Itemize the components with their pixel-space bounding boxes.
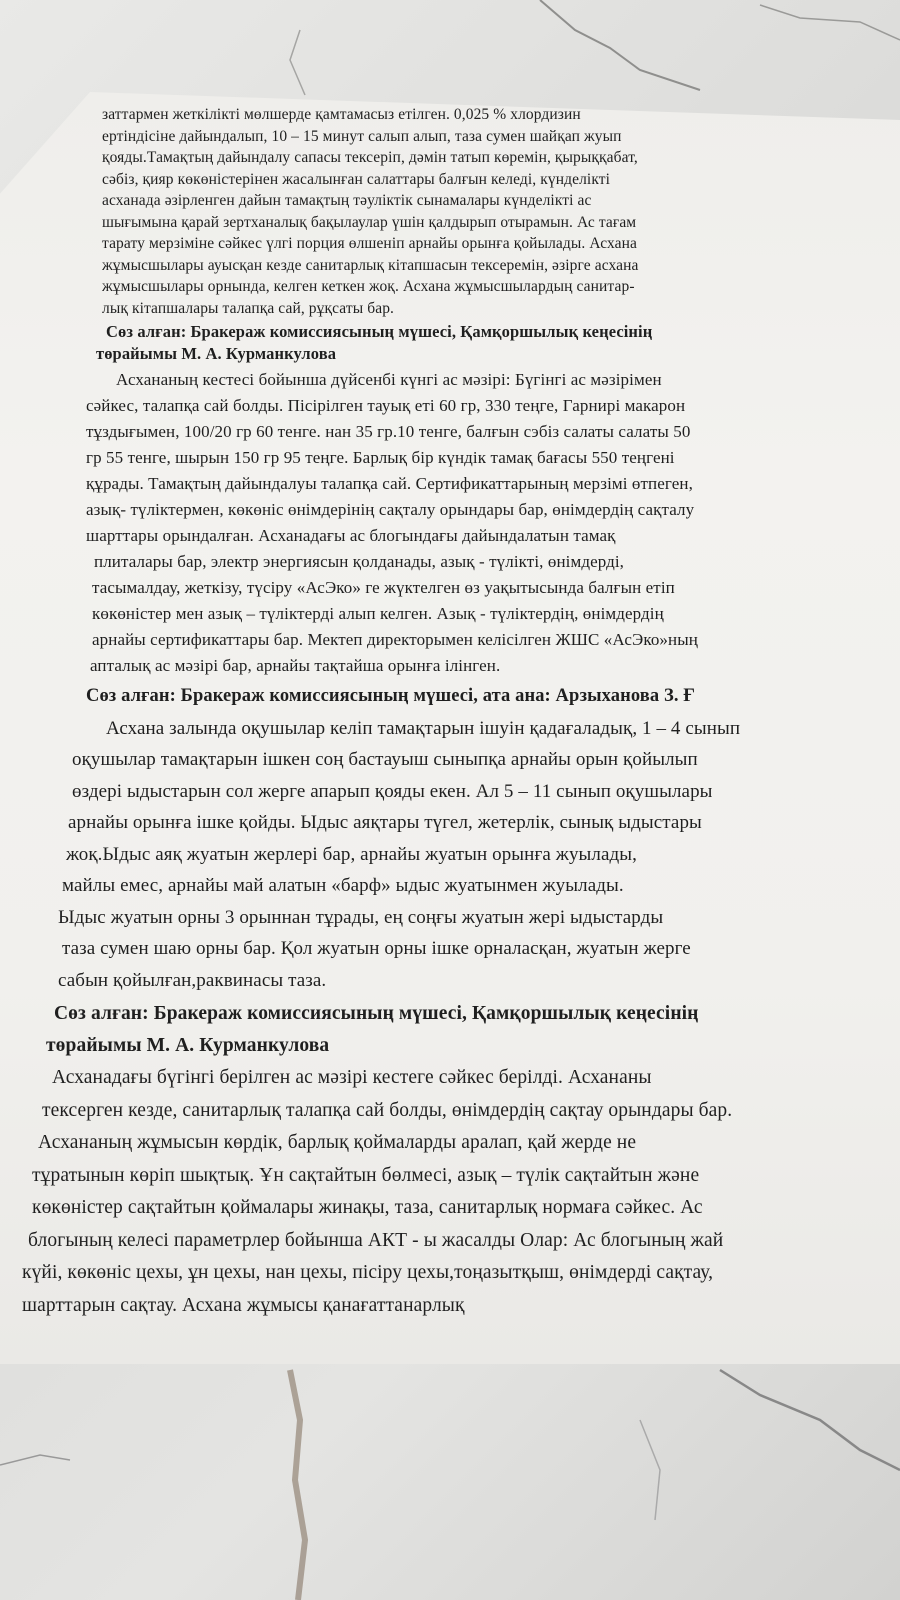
paragraph-4: [22, 1062, 880, 1322]
text-line: майлы емес, арнайы май алатын «барф» ыдыс жуатынмен жуылады.: [62, 875, 624, 896]
text-line: жұмысшылары ауысқан кезде санитарлық кітапшасын тексеремін, әзірге асхана: [102, 256, 639, 274]
text-line: жоқ.Ыдыс аяқ жуатын жерлері бар, арнайы жуатын орынға жуылады,: [66, 843, 638, 865]
text-line: таза сумен шаю орны бар. Қол жуатын орны ішке орналасқан, жуатын жерге: [62, 938, 691, 959]
text-line: плиталары бар, электр энергиясын қолданады, азық - түлікті, өнімдерді,: [94, 552, 625, 571]
text-line: көкөністер мен азық – түліктерді алып келген. Азық - түліктердің, өнімдердің: [92, 604, 664, 623]
text-line: өздері ыдыстарын сол жерге апарып қояды екен. Ал 5 – 11 сынып оқушылары: [72, 780, 713, 802]
text-line: тасымалдау, жеткізу, түсіру «АсЭко» ге жүктелген өз уақытысында балғын етіп: [92, 578, 675, 597]
text-line: апталық ас мәзірі бар, арнайы тақтайша орынға ілінген.: [90, 656, 501, 675]
speaker-heading-3: [40, 998, 880, 1062]
text-line: тұздығымен, 100/20 гр 60 тенге. нан 35 гр.10 тенге, балғын сэбіз салаты салаты 50: [86, 422, 691, 441]
text-line: жұмысшылары орнында, келген кеткен жоқ. Асхана жұмысшылардың санитар-: [102, 278, 635, 295]
text-line: заттармен жеткілікті мөлшерде қамтамасыз етілген. 0,025 % хлордизин: [102, 106, 581, 123]
text-line: Асхана залында оқушылар келіп тамақтарын ішуін қадағаладық, 1 – 4 сынып: [106, 717, 741, 739]
text-line: азық- түліктермен, көкөніс өнімдерінің сақталу орындары бар, өнімдердің сақталу: [86, 500, 695, 519]
text-line: сабын қойылған,раквинасы таза.: [58, 969, 327, 991]
text-line: Асханадағы бүгінгі берілген ас мәзірі кестеге сәйкес берілді. Асхананы: [52, 1067, 652, 1088]
text-line: Асхананың жұмысын көрдік, барлық қоймаларды аралап, қай жерде не: [38, 1132, 637, 1153]
text-line: арнайы орынға ішке қойды. Ыдыс аяқтары түгел, жетерлік, сынық ыдыстары: [68, 812, 702, 833]
text-line: көкөністер сақтайтын қоймалары жинақы, таза, санитарлық нормаға сәйкес. Ас: [32, 1197, 703, 1218]
text-line: лық кітапшалары талапқа сай, рұқсаты бар.: [102, 299, 395, 317]
text-line: шарттарын сақтау. Асхана жұмысы қанағаттанарлық: [22, 1294, 465, 1316]
text-line: сәйкес, талапқа сай болды. Пісірілген тауық еті 60 гр, 330 теңге, Гарнирі макарон: [86, 396, 686, 415]
paragraph-1: [40, 104, 880, 319]
text-line: оқушылар тамақтарын ішкен соң бастауыш сыныпқа арнайы орын қойылып: [72, 749, 698, 770]
heading-line: Сөз алған: Бракераж комиссиясының мүшесі, ата ана: Арзыханова З. Ғ: [86, 686, 696, 706]
text-line: тарату мерзіміне сәйкес үлгі порция өлшеніп арнайы орынға қойылады. Асхана: [102, 235, 638, 252]
document-text: [22, 104, 880, 1322]
text-line: Асхананың кестесі бойынша дүйсенбі күнгі ас мәзірі: Бүгінгі ас мәзірімен: [116, 370, 662, 389]
heading-line: Сөз алған: Бракераж комиссиясының мүшесі, Қамқоршылық кеңесінің: [106, 322, 653, 341]
text-line: ертіндісіне дайындалып, 10 – 15 минут салып алып, таза сумен шайқап жуып: [102, 127, 622, 145]
text-line: тексерген кезде, санитарлық талапқа сай болды, өнімдердің сақтау орындары бар.: [42, 1099, 733, 1121]
paragraph-2: [40, 367, 880, 679]
heading-line: Сөз алған: Бракераж комиссиясының мүшесі, Қамқоршылық кеңесінің: [54, 1003, 699, 1024]
text-line: блогының келесі параметрлер бойынша АКТ - ы жасалды Олар: Ас блогының жай: [28, 1229, 724, 1251]
text-line: құрады. Тамақтың дайындалуы талапқа сай. Сертификаттарының мерзімі өтпеген,: [86, 474, 693, 493]
heading-line: төрайымы М. А. Курманкулова: [46, 1035, 330, 1056]
text-line: қояды.Тамақтың дайындалу сапасы тексеріп, дәмін татып көремін, қырыққабат,: [102, 149, 638, 166]
speaker-heading-2: [40, 681, 880, 713]
text-line: гр 55 тенге, шырын 150 гр 95 теңге. Барлық бір күндік тамақ бағасы 550 теңгені: [86, 448, 675, 467]
speaker-heading-1: [40, 321, 880, 365]
text-line: асханада әзірленген дайын тамақтың тәуліктік сынамалары күнделікті ас: [102, 192, 592, 209]
text-line: күйі, көкөніс цехы, ұн цехы, нан цехы, пісіру цехы,тоңазытқыш, өнімдерді сақтау,: [22, 1262, 714, 1283]
text-line: сәбіз, қияр көкөністерінен жасалынған салаттары балғын келеді, күнделікті: [102, 170, 611, 188]
text-line: шығымына қарай зертханалық бақылаулар үшін қалдырып отырамын. Ас тағам: [102, 213, 637, 231]
text-line: арнайы сертификаттары бар. Мектеп директорымен келісілген ЖШС «АсЭко»ның: [92, 630, 698, 649]
text-line: Ыдыс жуатын орны 3 орыннан тұрады, ең соңғы жуатын жері ыдыстарды: [58, 906, 664, 928]
text-line: тұратынын көріп шықтық. Ұн сақтайтын бөлмесі, азық – түлік сақтайтын және: [32, 1164, 700, 1186]
text-line: шарттары орындалған. Асханадағы ас блогындағы дайындалатын тамақ: [86, 526, 616, 545]
heading-line: төрайымы М. А. Курманкулова: [96, 344, 337, 363]
paragraph-3: [40, 713, 880, 997]
